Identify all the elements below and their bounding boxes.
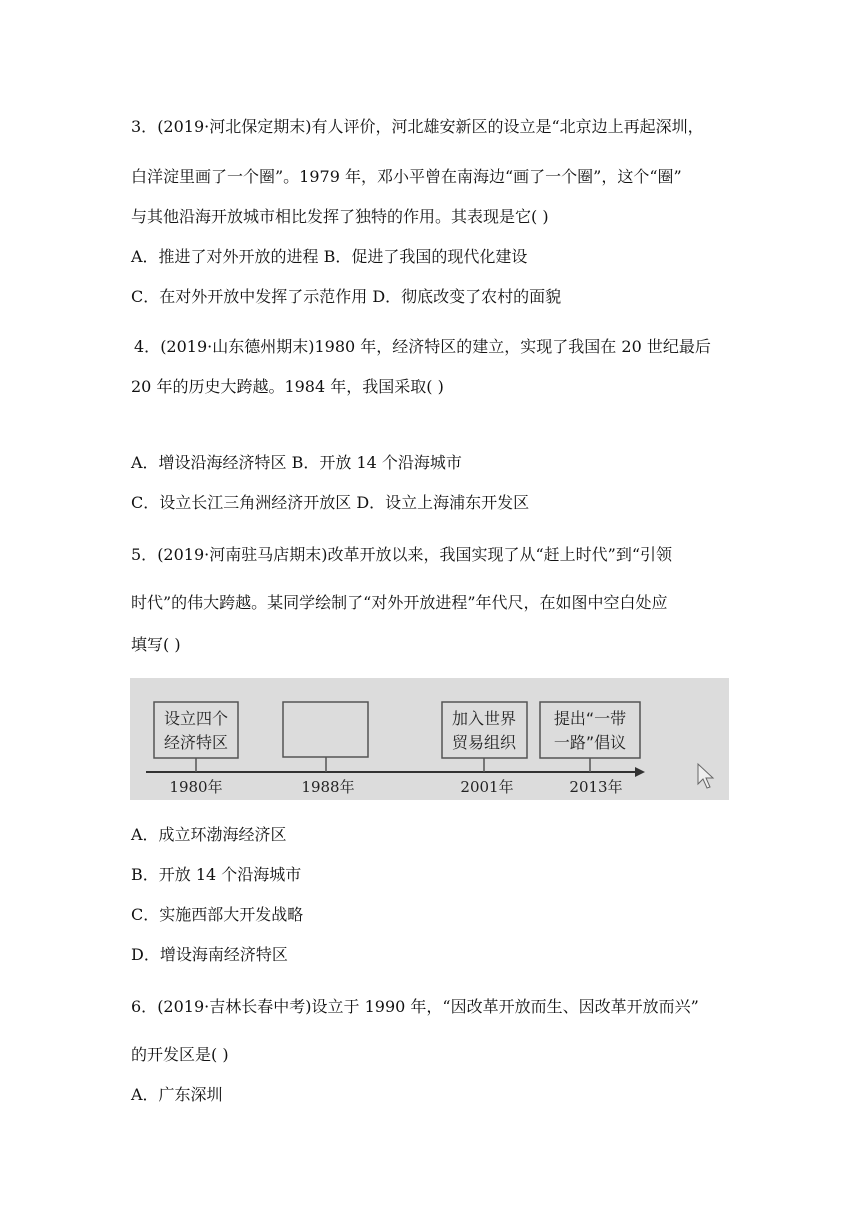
timeline-axis <box>146 767 645 777</box>
q5-source-open: (2019· <box>157 545 210 564</box>
q4-options-line-2: C．设立长江三角洲经济开放区 D．设立上海浦东开发区 <box>131 493 530 512</box>
timeline-svg <box>130 678 729 800</box>
q4-source-close: ) <box>308 337 315 356</box>
q3-stem-line-2: 白洋淀里画了一个圈”。1979 年，邓小平曾在南海边“画了一个圈”，这个“圈” <box>131 167 682 186</box>
box-1980-line-1: 设立四个 <box>163 709 229 728</box>
q3-source-open: (2019· <box>157 117 210 136</box>
q6-number: 6． <box>131 997 158 1016</box>
q5-number: 5． <box>131 545 158 564</box>
q5-stem-line-1 <box>131 544 672 566</box>
q4-stem-text: 1980 年，经济特区的建立，实现了我国在 20 世纪最后 <box>314 337 711 356</box>
q4-stem-line-1 <box>134 336 711 358</box>
q3-number: 3． <box>131 117 158 136</box>
q3-options-line-1: A．推进了对外开放的进程 B．促进了我国的现代化建设 <box>131 247 528 266</box>
q6-source: 吉林长春中考 <box>209 997 306 1016</box>
year-2013: 2013年 <box>569 778 623 796</box>
q5-source-close: ) <box>321 545 328 564</box>
timeline-box-1980 <box>154 702 238 796</box>
q5-source: 河南驻马店期末 <box>209 545 322 564</box>
q6-source-open: (2019· <box>157 997 210 1016</box>
cursor-arrow-icon <box>698 764 713 788</box>
q3-stem-line-1 <box>131 116 704 138</box>
q5-option-c: C．实施西部大开发战略 <box>131 905 304 924</box>
q6-option-a: A．广东深圳 <box>131 1085 223 1104</box>
q5-stem-line-3: 填写( ) <box>131 635 181 654</box>
year-2001: 2001年 <box>460 778 514 796</box>
q5-option-a: A．成立环渤海经济区 <box>131 825 287 844</box>
q3-stem-text: 有人评价，河北雄安新区的设立是“北京边上再起深圳， <box>311 117 704 136</box>
q3-source: 河北保定期末 <box>209 117 306 136</box>
q5-timeline-figure <box>130 678 729 800</box>
q3-options-line-2: C．在对外开放中发挥了示范作用 D．彻底改变了农村的面貌 <box>131 287 562 306</box>
q4-stem-line-2: 20 年的历史大跨越。1984 年，我国采取( ) <box>131 377 444 396</box>
timeline-box-2001 <box>442 702 527 796</box>
box-2013-line-2: 一路”倡议 <box>553 733 627 752</box>
q4-number: 4． <box>134 337 161 356</box>
box-2013-line-1: 提出“一带 <box>553 709 627 728</box>
q6-stem-line-2: 的开发区是( ) <box>131 1045 229 1064</box>
box-2001-line-2: 贸易组织 <box>451 733 517 752</box>
timeline-box-2013 <box>540 702 640 796</box>
q3-stem-line-3: 与其他沿海开放城市相比发挥了独特的作用。其表现是它( ) <box>131 207 549 226</box>
q5-option-d: D．增设海南经济特区 <box>131 945 288 964</box>
q6-stem-line-1 <box>131 996 699 1018</box>
q5-stem-text: 改革开放以来，我国实现了从“赶上时代”到“引领 <box>327 545 673 564</box>
q6-stem-text: 设立于 1990 年，“因改革开放而生、因改革开放而兴” <box>311 997 699 1016</box>
q5-stem-line-2: 时代”的伟大跨越。某同学绘制了“对外开放进程”年代尺，在如图中空白处应 <box>131 593 668 612</box>
timeline-box-1988-blank <box>283 702 368 796</box>
year-1988: 1988年 <box>301 778 355 796</box>
q4-source-open: (2019· <box>160 337 213 356</box>
q6-source-close: ) <box>305 997 312 1016</box>
q5-option-b: B．开放 14 个沿海城市 <box>131 865 302 884</box>
q4-source: 山东德州期末 <box>212 337 309 356</box>
box-2001-line-1: 加入世界 <box>451 709 517 728</box>
q4-options-line-1: A．增设沿海经济特区 B．开放 14 个沿海城市 <box>131 453 462 472</box>
q3-source-close: ) <box>305 117 312 136</box>
year-1980: 1980年 <box>169 778 223 796</box>
box-1980-line-2: 经济特区 <box>163 733 229 752</box>
